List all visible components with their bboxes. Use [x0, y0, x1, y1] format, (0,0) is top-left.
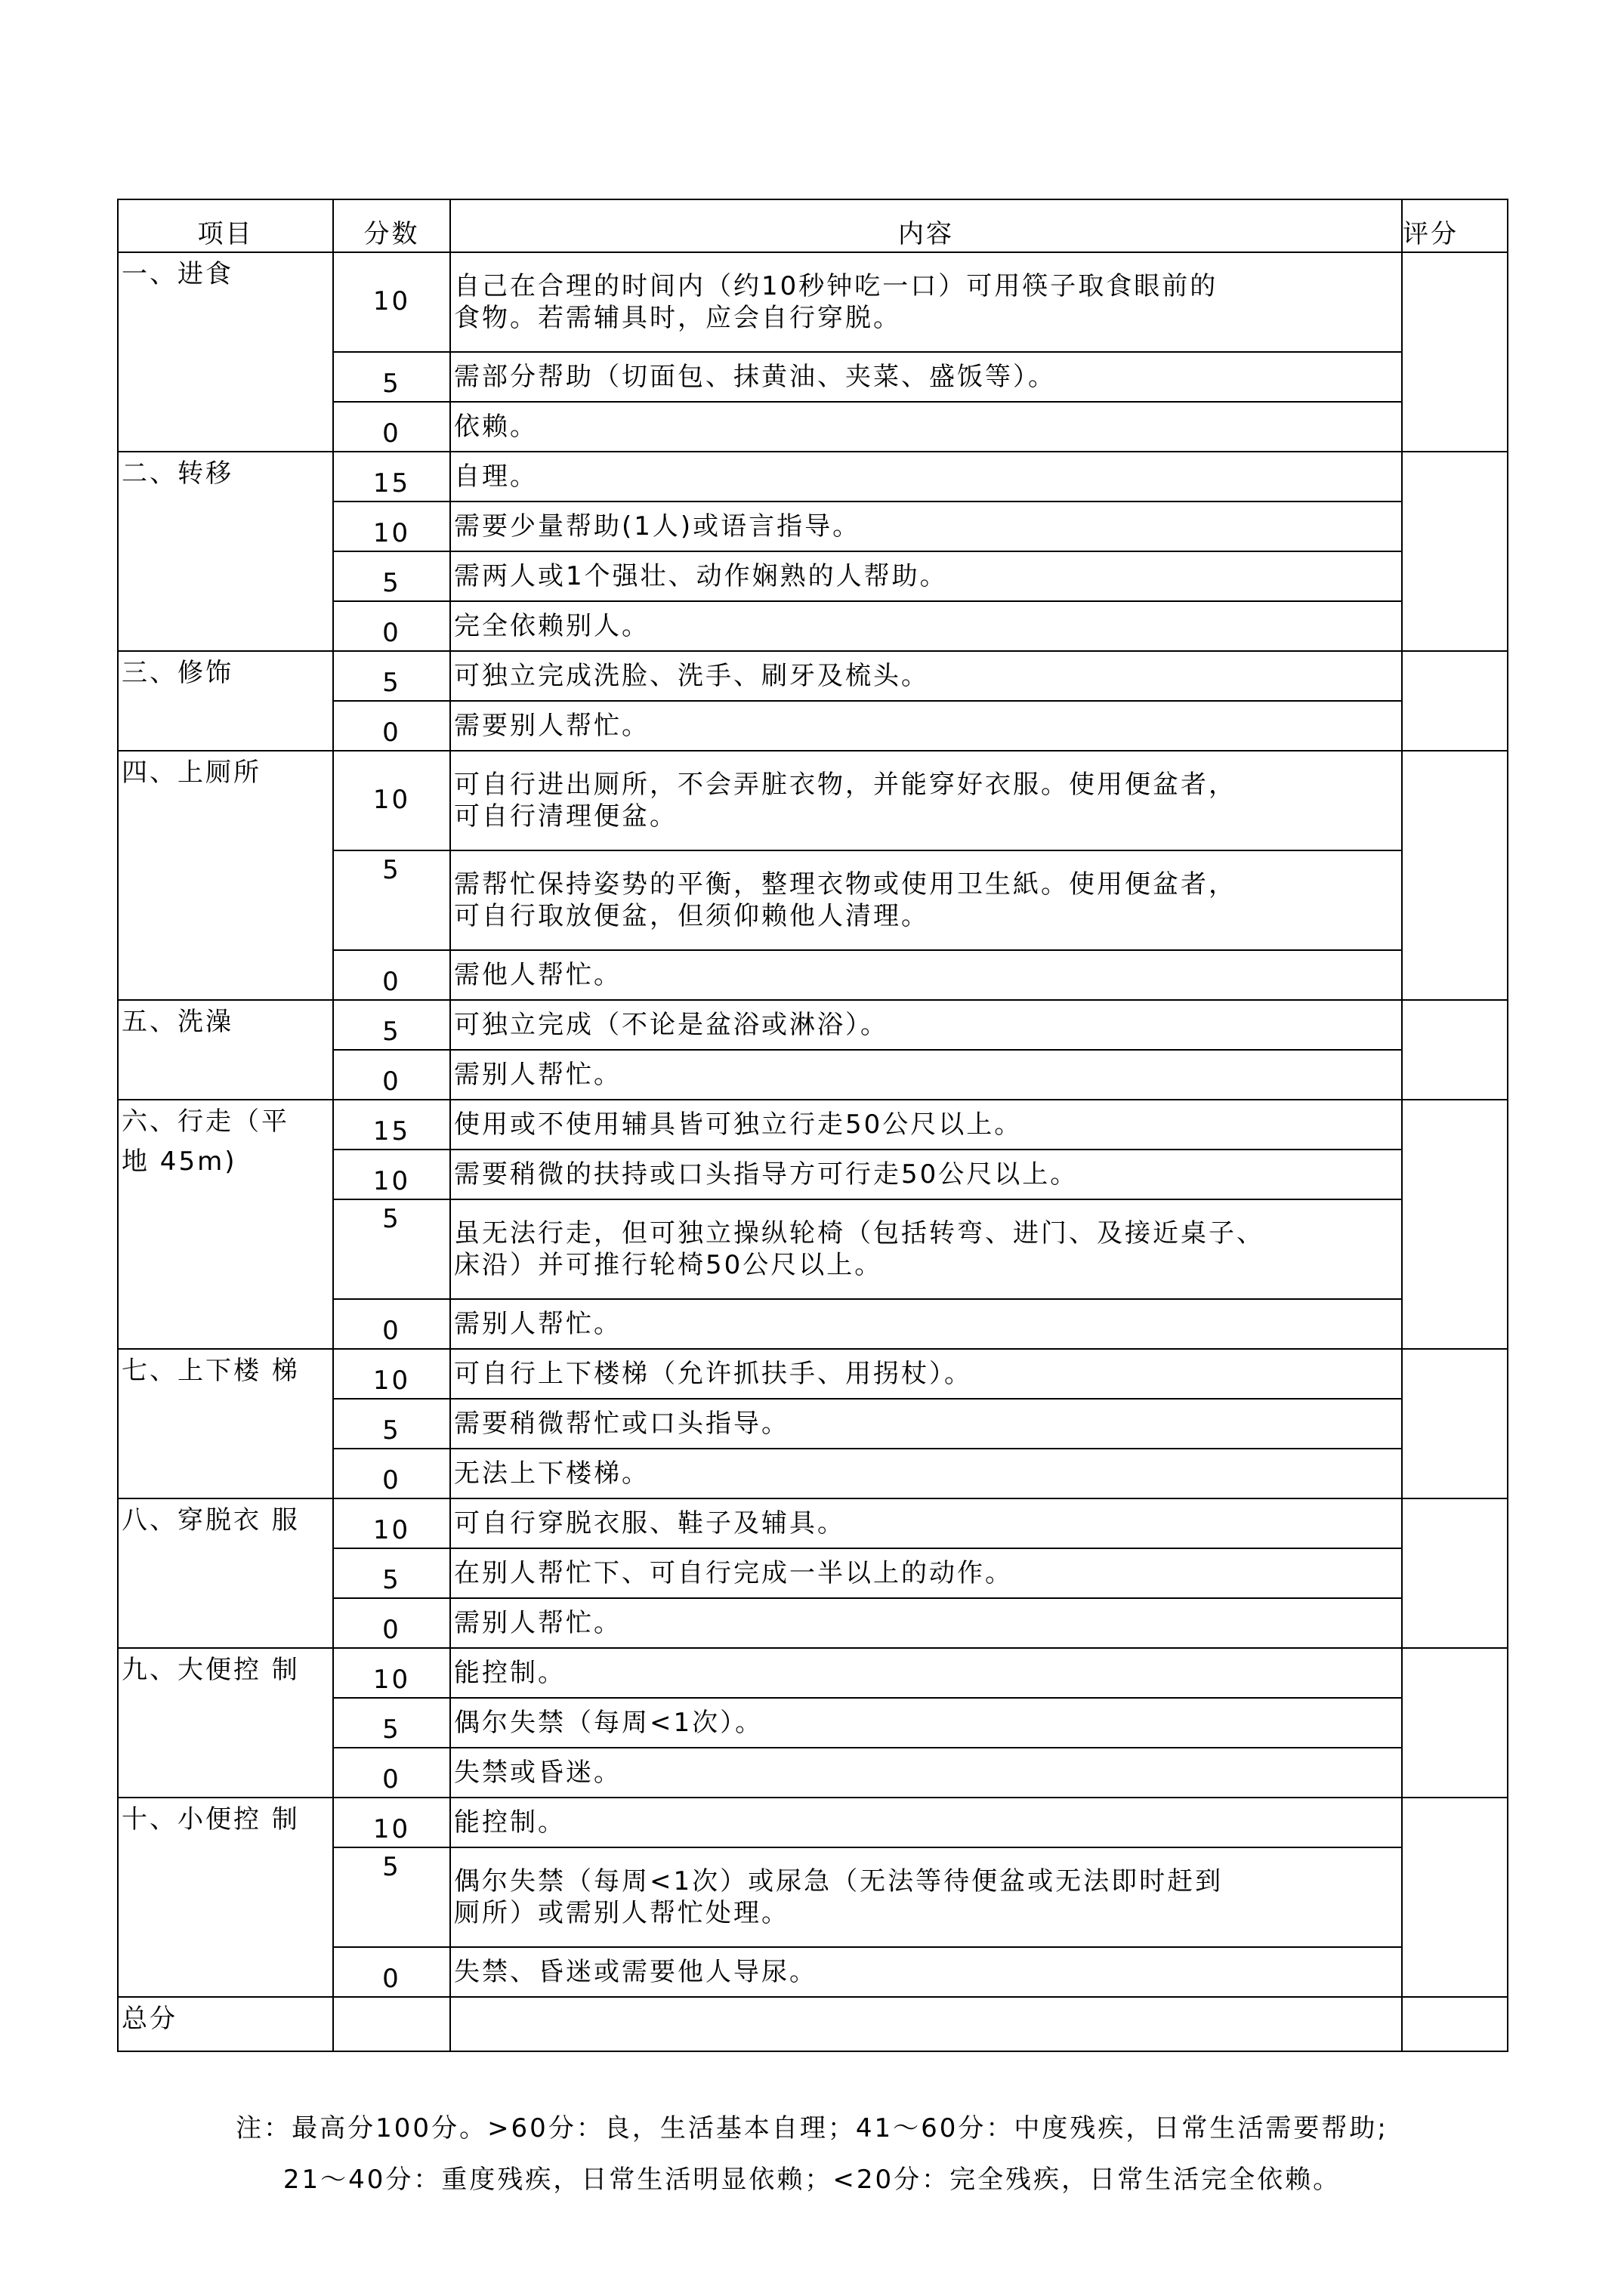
footnote: [0, 2103, 1624, 2205]
total-score-cell: [333, 1997, 450, 2051]
content-cell: [450, 701, 1402, 751]
content-line: 床沿）并可推行轮椅50公尺以上。: [454, 1250, 883, 1280]
rating-input-cell[interactable]: [1402, 1000, 1508, 1100]
table-row: [118, 1498, 1508, 1548]
score-cell: 10: [333, 1648, 450, 1698]
content-cell: [450, 1648, 1402, 1698]
section-item-cell: [118, 1798, 333, 1997]
section-item-label: 三、修饰: [122, 658, 233, 688]
rating-input-cell[interactable]: [1402, 1349, 1508, 1498]
content-line: 可独立完成洗脸、洗手、刷牙及梳头。: [454, 660, 929, 691]
header-content-label: 内容: [898, 218, 954, 249]
content-line: 需他人帮忙。: [454, 959, 622, 990]
content-cell: [450, 1349, 1402, 1399]
content-line: 可自行穿脱衣服、鞋子及辅具。: [454, 1508, 845, 1538]
score-cell: 10: [333, 1798, 450, 1847]
score-cell: 0: [333, 701, 450, 751]
section-item-cell: [118, 651, 333, 751]
score-cell: 10: [333, 1150, 450, 1199]
score-cell: 5: [333, 551, 450, 601]
rating-input-cell[interactable]: [1402, 1498, 1508, 1648]
score-cell: 5: [333, 1548, 450, 1598]
score-cell: 0: [333, 1748, 450, 1798]
section-item-cell: [118, 1498, 333, 1648]
content-line: 可自行取放便盆，但须仰赖他人清理。: [454, 901, 929, 931]
section-item-cell: [118, 751, 333, 1000]
score-cell: 5: [333, 1199, 450, 1299]
table-row: [118, 651, 1508, 701]
header-row: [118, 199, 1508, 252]
content-cell: [450, 1548, 1402, 1598]
table-row: [118, 1349, 1508, 1399]
footnote-line-2: 21〜40分：重度残疾，日常生活明显依赖；<20分：完全残疾，日常生活完全依赖。: [283, 2165, 1341, 2195]
table-row: [118, 1798, 1508, 1847]
section-item-label: 四、上厕所: [122, 758, 261, 788]
score-cell: 5: [333, 1847, 450, 1947]
section-item-cell: [118, 1648, 333, 1798]
content-cell: [450, 1748, 1402, 1798]
table-body: [118, 199, 1508, 2051]
content-line: 厕所）或需别人帮忙处理。: [454, 1898, 789, 1928]
content-line: 需别人帮忙。: [454, 1059, 622, 1090]
content-cell: [450, 452, 1402, 501]
content-cell: [450, 1399, 1402, 1449]
content-cell: [450, 751, 1402, 850]
score-cell: 0: [333, 950, 450, 1000]
content-line: 无法上下楼梯。: [454, 1458, 650, 1489]
score-cell: 15: [333, 452, 450, 501]
rating-input-cell[interactable]: [1402, 651, 1508, 751]
content-cell: [450, 1947, 1402, 1997]
score-cell: 5: [333, 651, 450, 701]
footnote-line-1: 注：最高分100分。>60分：良，生活基本自理；41〜60分：中度残疾，日常生活需要帮助;: [236, 2113, 1388, 2143]
content-line: 需别人帮忙。: [454, 1607, 622, 1638]
section-item-label-line: 地 45m): [122, 1146, 237, 1177]
content-line: 需别人帮忙。: [454, 1308, 622, 1339]
table-row: [118, 452, 1508, 501]
content-line: 失禁、昏迷或需要他人导尿。: [454, 1956, 817, 1987]
content-line: 在别人帮忙下、可自行完成一半以上的动作。: [454, 1557, 1013, 1588]
content-line: 虽无法行走，但可独立操纵轮椅（包括转弯、进门、及接近桌子、: [454, 1217, 1264, 1248]
content-line: 食物。若需辅具时，应会自行穿脱。: [454, 303, 901, 333]
section-item-cell: [118, 452, 333, 651]
table-row: [118, 1000, 1508, 1050]
content-line: 需帮忙保持姿势的平衡，整理衣物或使用卫生紙。使用便盆者，: [454, 869, 1237, 900]
content-line: 偶尔失禁（每周<1次）或尿急（无法等待便盆或无法即时赶到: [454, 1866, 1224, 1896]
content-cell: [450, 1199, 1402, 1299]
content-cell: [450, 1000, 1402, 1050]
score-cell: 5: [333, 1698, 450, 1748]
header-item: [118, 199, 333, 252]
section-item-label: 二、转移: [122, 458, 233, 489]
content-line: 需要别人帮忙。: [454, 710, 650, 741]
score-cell: 5: [333, 1000, 450, 1050]
content-line: 能控制。: [454, 1807, 566, 1838]
content-line: 能控制。: [454, 1657, 566, 1688]
header-item-label: 项目: [197, 218, 254, 249]
content-cell: [450, 252, 1402, 352]
content-line: 可独立完成（不论是盆浴或淋浴）。: [454, 1009, 888, 1040]
content-cell: [450, 1698, 1402, 1748]
content-cell: [450, 1847, 1402, 1947]
score-cell: 0: [333, 1598, 450, 1648]
content-line: 需部分帮助（切面包、抹黄油、夹菜、盛饭等）。: [454, 361, 1056, 392]
score-cell: 15: [333, 1100, 450, 1150]
section-item-label: 五、洗澡: [122, 1007, 233, 1037]
score-cell: 0: [333, 1449, 450, 1498]
content-cell: [450, 1798, 1402, 1847]
content-cell: [450, 1150, 1402, 1199]
content-cell: [450, 352, 1402, 402]
section-item-label-line: 六、行走（平: [122, 1106, 289, 1137]
score-cell: 10: [333, 252, 450, 352]
content-cell: [450, 1299, 1402, 1349]
content-line: 需要少量帮助(1人)或语言指导。: [454, 511, 861, 542]
content-line: 失禁或昏迷。: [454, 1757, 622, 1788]
score-cell: 0: [333, 1050, 450, 1100]
content-line: 依赖。: [454, 411, 538, 442]
content-line: 可自行进出厕所，不会弄脏衣物，并能穿好衣服。使用便盆者，: [454, 769, 1237, 800]
total-row: [118, 1997, 1508, 2051]
score-cell: 10: [333, 1498, 450, 1548]
section-item-label: 八、穿脱衣 服: [122, 1505, 300, 1535]
score-cell: 10: [333, 751, 450, 850]
header-content: [450, 199, 1402, 252]
table-row: [118, 252, 1508, 352]
score-cell: 5: [333, 1399, 450, 1449]
content-line: 需两人或1个强壮、动作娴熟的人帮助。: [454, 560, 948, 591]
score-cell: 5: [333, 850, 450, 950]
content-cell: [450, 850, 1402, 950]
header-rating-label: 评分: [1403, 218, 1459, 249]
section-item-label: 十、小便控 制: [122, 1804, 300, 1835]
section-item-label: 七、上下楼 梯: [122, 1356, 300, 1386]
score-cell: 10: [333, 1349, 450, 1399]
score-cell: 10: [333, 501, 450, 551]
content-line: 可自行上下楼梯（允许抓扶手、用拐杖）。: [454, 1358, 972, 1389]
table-row: [118, 1648, 1508, 1698]
header-score: [333, 199, 450, 252]
content-line: 可自行清理便盆。: [454, 801, 678, 832]
content-line: 完全依赖别人。: [454, 610, 650, 641]
section-item-label: 九、大便控 制: [122, 1655, 300, 1685]
score-cell: 0: [333, 1947, 450, 1997]
rating-input-cell[interactable]: [1402, 452, 1508, 651]
section-item-cell: [118, 1000, 333, 1100]
content-cell: [450, 1498, 1402, 1548]
table-row: [118, 751, 1508, 850]
score-cell: 0: [333, 1299, 450, 1349]
content-line: 自理。: [454, 461, 538, 492]
rating-input-cell[interactable]: [1402, 1100, 1508, 1349]
score-cell: 5: [333, 352, 450, 402]
header-score-label: 分数: [363, 218, 420, 249]
content-cell: [450, 1449, 1402, 1498]
rating-input-cell[interactable]: [1402, 1798, 1508, 1997]
content-cell: [450, 950, 1402, 1000]
score-cell: 0: [333, 601, 450, 651]
total-content-cell: [450, 1997, 1402, 2051]
content-cell: [450, 651, 1402, 701]
section-item-cell: [118, 1100, 333, 1349]
content-cell: [450, 551, 1402, 601]
content-line: 使用或不使用辅具皆可独立行走50公尺以上。: [454, 1109, 1023, 1140]
table-row: [118, 1100, 1508, 1150]
rating-input-cell[interactable]: [1402, 252, 1508, 452]
content-line: 偶尔失禁（每周<1次）。: [454, 1707, 764, 1738]
score-cell: 0: [333, 402, 450, 452]
total-rating-input-cell[interactable]: [1402, 1997, 1508, 2051]
section-item-cell: [118, 252, 333, 452]
content-cell: [450, 601, 1402, 651]
barthel-score-table: [117, 199, 1508, 2052]
content-cell: [450, 501, 1402, 551]
content-cell: [450, 402, 1402, 452]
content-line: 需要稍微帮忙或口头指导。: [454, 1408, 789, 1439]
header-rating: [1402, 199, 1508, 252]
content-cell: [450, 1100, 1402, 1150]
rating-input-cell[interactable]: [1402, 1648, 1508, 1798]
section-item-label: 一、进食: [122, 259, 233, 289]
content-line: 需要稍微的扶持或口头指导方可行走50公尺以上。: [454, 1159, 1079, 1190]
total-label: 总分: [118, 1997, 333, 2051]
content-cell: [450, 1598, 1402, 1648]
content-cell: [450, 1050, 1402, 1100]
content-line: 自己在合理的时间内（约10秒钟吃一口）可用筷子取食眼前的: [454, 270, 1218, 301]
rating-input-cell[interactable]: [1402, 751, 1508, 1000]
section-item-cell: [118, 1349, 333, 1498]
